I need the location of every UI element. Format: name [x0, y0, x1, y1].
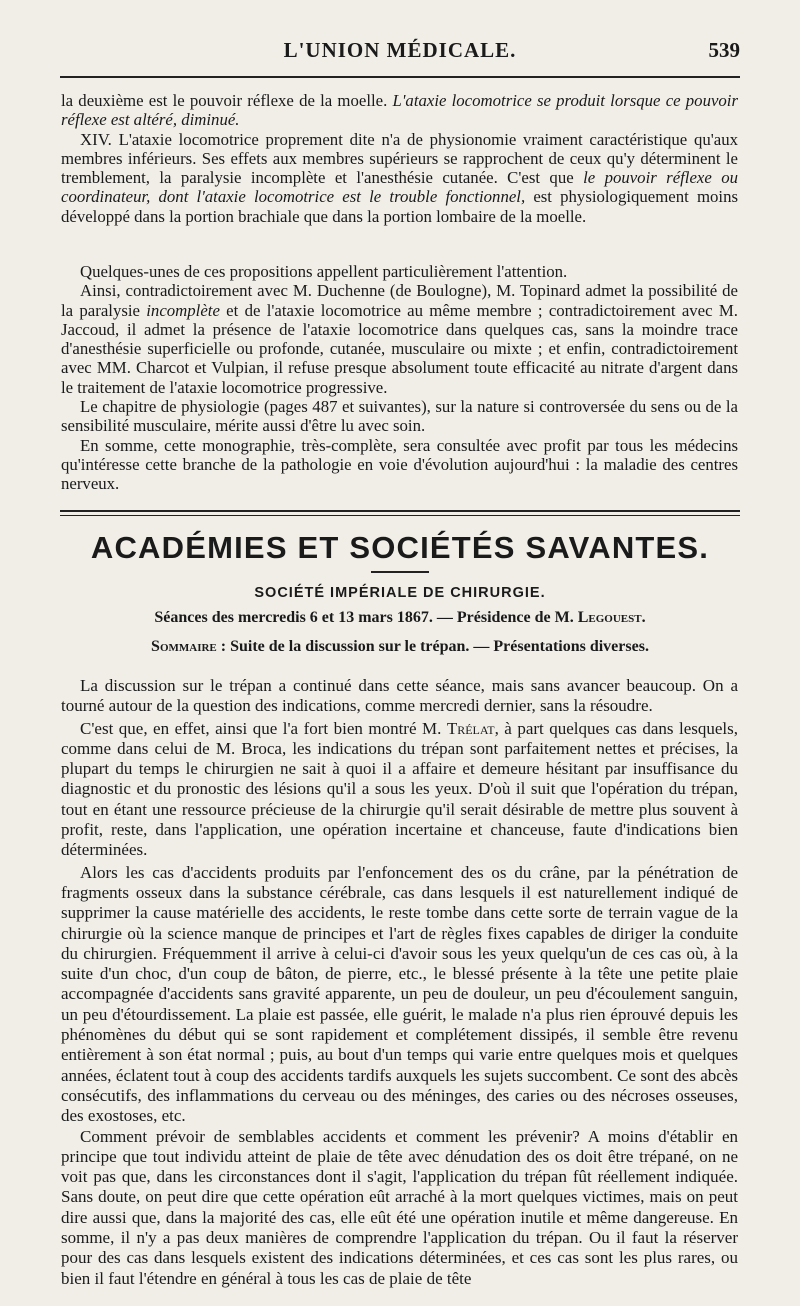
review-commentary — [61, 262, 738, 494]
running-header — [60, 36, 740, 70]
paragraph-accidents: Alors les cas d'accidents produits par l'enfoncement des os du crâne, par la pénétration de fragments osseux dans la substance cérébrale, cas dans lesquels il est naturellement indiqué de supprimer la cause matérielle des accidents, le reste tombe dans cette sorte de terrain vague de la chirurgie où la science manque de principes et l'art de règles fixes capables de diriger la conduite du chirurgien. Fréquemment il arrive à celui-ci d'avoir sous les yeux quelqu'un de ces cas où, à la suite d'un choc, d'un coup de bâton, de pierre, etc., le blessé présente à la tête une petite plaie accompagnée d'accidents sans gravité apparente, un peu de douleur, un peu d'écoulement sanguin, un peu d'étourdissement. La plaie est passée, elle guérit, le malade n'a plus rien éprouvé depuis les phénomènes du début qui se sont rapidement et complétement dissipés, il semble être revenu entièrement à son état normal ; puis, au bout d'un temps qui varie entre quelques mois et quelques années, éclatent tout à coup des accidents tardifs auxquels les sujets succombent. Ce sont des abcès consécutifs, des inflammations du cerveau ou des méninges, des caries ou des nécroses osseuses, des exostoses, etc. — [61, 862, 738, 1126]
president-name: Legouest — [577, 609, 642, 626]
review-continuation — [61, 91, 738, 226]
paragraph-xiv: XIV. L'ataxie locomotrice proprement dite n'a de physionomie vraiment caractéristique qu'aux membres inférieurs. Ses effets aux membres supérieurs se rapprochent de ceux qu'y déterminent le tremblement, la paralysie incomplète et l'anesthésie cutanée. C'est que le pouvoir réflexe ou coordinateur, dont l'ataxie locomotrice est le trouble fonctionnel, est physiologiquement moins développé dans la portion brachiale que dans la portion lombaire de la moelle. — [61, 129, 738, 226]
trepan-discussion — [61, 676, 738, 1289]
page-number: 539 — [708, 38, 740, 62]
society-title: SOCIÉTÉ IMPÉRIALE DE CHIRURGIE. — [254, 585, 546, 601]
paragraph-propositions: Quelques-unes de ces propositions appellent particulièrement l'attention. — [80, 262, 568, 281]
paragraph-reflex: la deuxième est le pouvoir réflexe de la moelle. L'ataxie locomotrice se produit lorsque ce pouvoir réflexe est altéré, diminué. — [61, 91, 738, 130]
paragraph-conclusion: En somme, cette monographie, très-complète, sera consultée avec profit par tous les médecins qu'intéresse cette branche de la pathologie en voie d'évolution aujourd'hui : la maladie des centres nerveux. — [61, 435, 738, 494]
section-title: ACADÉMIES ET SOCIÉTÉS SAVANTES. — [90, 530, 710, 565]
summary-line: Sommaire : Suite de la discussion sur le trépan. — Présentations diverses. — [151, 638, 649, 655]
paragraph-trelat: C'est que, en effet, ainsi que l'a fort bien montré M. Trélat, à part quelques cas dans lesquels, comme dans celui de M. Broca, les indications du trépan sont parfaitement nettes et précises, la plupart du temps le chirurgien ne sait à quoi il a affaire et demeure hésitant par insuffisance du diagnostic et du pronostic des lésions qu'il a sous les yeux. D'où il suit que l'opération du trépan, tout en étant une ressource précieuse de la chirurgie qu'il serait désirable de mettre plus souvent à profit, reste, dans l'application, une opération incertaine et chanceuse, faute d'indications bien déterminées. — [61, 718, 738, 860]
paragraph-physiology: Le chapitre de physiologie (pages 487 et suivantes), sur la nature si controversée du sens ou de la sensibilité musculaire, mérite aussi d'être lu avec soin. — [61, 397, 738, 436]
paragraph-contradictions: Ainsi, contradictoirement avec M. Duchenne (de Boulogne), M. Topinard admet la possibilité de la paralysie incomplète et de l'ataxie locomotrice au même membre ; contradictoirement avec M. Jaccoud, il admet la présence de l'ataxie locomotrice dans quelques cas, sans la moindre trace d'anesthésie superficielle ou profonde, cutanée, musculaire ou mixte ; et enfin, contradictoirement avec MM. Charcot et Vulpian, il refuse presque absolument toute efficacité au nitrate d'argent dans le traitement de l'ataxie locomotrice progressive. — [61, 281, 738, 397]
summary-label: Sommaire — [151, 638, 217, 655]
header-rule — [60, 76, 740, 78]
paragraph-prevention: Comment prévoir de semblables accidents et comment les prévenir? A moins d'établir en principe que tout individu atteint de plaie de tête avec dénudation des os doit être trépané, on ne voit pas que, dans les circonstances dont il s'agit, l'application du trépan fût réellement indiquée. Sans doute, on peut dire que cette opération eût arraché à la mort quelques victimes, mais on peut dire aussi que, dans la majorité des cas, elle eût été une opération inutile et même dangereuse. En somme, il n'y a pas deux manières de comprendre l'application du trépan. Ou il faut la réserver pour des cas dans lesquels existent des indications déterminées, et ces cas sont les plus rares, ou bien il faut l'étendre en général à tous les cas de plaie de tête — [61, 1126, 738, 1288]
title-underline — [371, 571, 429, 573]
running-title: L'UNION MÉDICALE. — [283, 38, 517, 62]
section-divider — [60, 510, 740, 516]
sessions-line: Séances des mercredis 6 et 13 mars 1867. — Présidence de M. Legouest. — [154, 609, 646, 626]
trelat-name: Trélat — [446, 718, 495, 738]
paragraph-discussion: La discussion sur le trépan a continué dans cette séance, mais sans avancer beaucoup. On a tourné autour de la question des indications, comme mercredi dernier, sans la résoudre. — [61, 676, 738, 716]
